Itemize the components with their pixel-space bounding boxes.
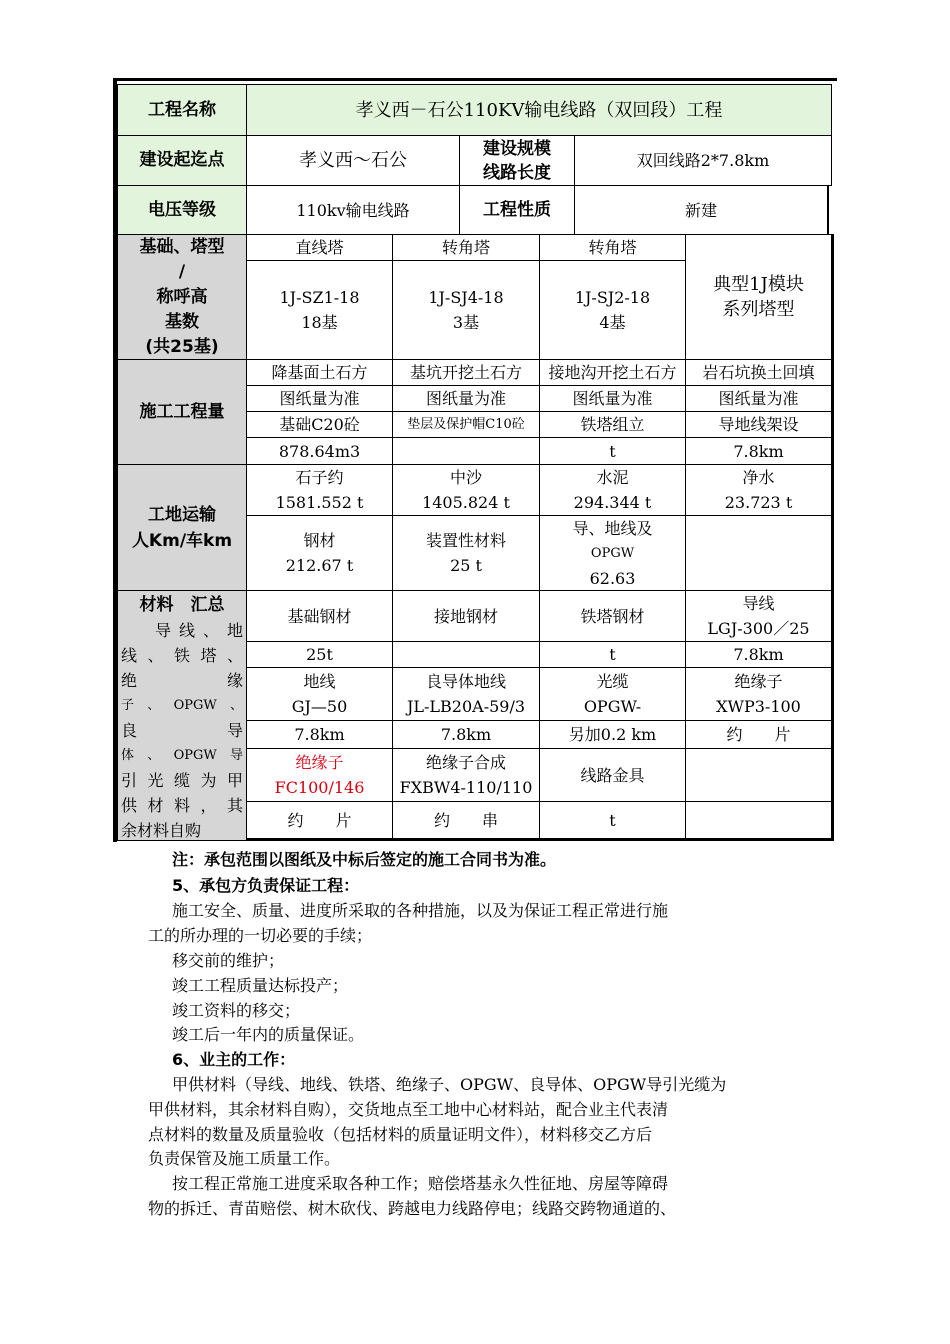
- transport-sand: 中沙 1405.824 t: [392, 464, 540, 516]
- section-6-paragraph-1-line: 甲供材料，其余材料自购），交货地点至工地中心材料站，配合业主代表清: [148, 1100, 669, 1119]
- quantity-cell: 岩石坑换土回填: [685, 359, 834, 386]
- tower-type-3: 转角塔: [539, 234, 686, 261]
- quantity-cell: 导地线架设: [685, 411, 834, 438]
- voltage-label: 电压等级: [117, 185, 247, 235]
- material-cell: 7.8km: [392, 720, 540, 749]
- material-cell: 导线 LGJ-300／25: [685, 590, 834, 642]
- material-cell: [685, 801, 834, 841]
- quantity-cell: 降基面土石方: [246, 359, 393, 386]
- quantity-cell: 878.64m3: [246, 437, 393, 465]
- material-cell: [685, 748, 834, 802]
- quantity-label: 施工工程量: [117, 359, 247, 465]
- transport-label: 工地运输 人Km/车km: [117, 464, 247, 591]
- material-cell: 绝缘子 XWP3-100: [685, 667, 834, 721]
- material-note: 导线、地 线、铁塔、 绝 缘 子、OPGW、 良 导 体、OPGW导 引光缆为甲 供材料，其 余材料自购: [121, 621, 243, 840]
- material-cell: 约 片: [246, 801, 393, 841]
- section-5-item: 竣工后一年内的质量保证。: [172, 1025, 365, 1044]
- material-label-cell: [117, 590, 247, 841]
- material-cell: 良导体地线 JL-LB20A-59/3: [392, 667, 540, 721]
- tower-model-2: 1J-SJ4-18 3基: [392, 260, 540, 360]
- quantity-cell: 基坑开挖土石方: [392, 359, 540, 386]
- quantity-cell: 7.8km: [685, 437, 834, 465]
- material-cell: 绝缘子合成 FXBW4-110/110: [392, 748, 540, 802]
- tower-type-1: 直线塔: [246, 234, 393, 261]
- transport-cement: 水泥 294.344 t: [539, 464, 686, 516]
- transport-steel: 钢材 212.67 t: [246, 515, 393, 591]
- material-cell: 地线 GJ—50: [246, 667, 393, 721]
- material-cell: 7.8km: [246, 720, 393, 749]
- section-6-paragraph-2-line: 物的拆迁、青苗赔偿、树木砍伐、跨越电力线路停电；线路交跨物通道的、: [148, 1199, 677, 1218]
- material-label: 材料 汇总: [139, 595, 225, 615]
- scope-note: 注：承包范围以图纸及中标后签定的施工合同书为准。: [172, 850, 557, 869]
- quantity-cell: 垫层及保护帽C10砼: [392, 411, 540, 438]
- project-name-value: 孝义西－石公110KV输电线路（双回段）工程: [246, 84, 832, 136]
- material-cell: 约 片: [685, 720, 834, 749]
- transport-empty: [685, 515, 834, 591]
- section-5-title: 5、承包方负责保证工程：: [172, 876, 360, 895]
- material-cell: t: [539, 801, 686, 841]
- section-6-paragraph-2-line: 按工程正常施工进度采取各种工作；赔偿塔基永久性征地、房屋等障碍: [172, 1174, 669, 1193]
- tower-type-2: 转角塔: [392, 234, 540, 261]
- start-end-label: 建设起迄点: [117, 135, 247, 186]
- section-6-paragraph-1-line: 负责保管及施工质量工作。: [148, 1149, 341, 1168]
- section-5-paragraph-line-2: 工的所办理的一切必要的手续；: [148, 926, 373, 945]
- material-cell: 7.8km: [685, 641, 834, 668]
- material-cell: 线路金具: [539, 748, 686, 802]
- start-end-value: 孝义西～石公: [246, 135, 460, 186]
- nature-label: 工程性质: [459, 185, 575, 235]
- section-5-item: 竣工资料的移交；: [172, 1001, 301, 1020]
- transport-conductor: 导、地线及 OPGW 62.63: [539, 515, 686, 591]
- tower-label: 基础、塔型 / 称呼高 基数 (共25基): [117, 234, 247, 360]
- material-cell: 25t: [246, 641, 393, 668]
- scale-label: 建设规模 线路长度: [459, 135, 575, 186]
- material-cell: 接地钢材: [392, 590, 540, 642]
- material-cell: 绝缘子 FC100/146: [246, 748, 393, 802]
- tower-model-1: 1J-SZ1-18 18基: [246, 260, 393, 360]
- quantity-cell: 图纸量为准: [539, 385, 686, 412]
- material-cell: t: [539, 641, 686, 668]
- section-6-paragraph-1-line: 甲供材料（导线、地线、铁塔、绝缘子、OPGW、良导体、OPGW导引光缆为: [172, 1075, 727, 1094]
- section-6-paragraph-1-line: 点材料的数量及质量验收（包括材料的质量证明文件），材料移交乙方后: [148, 1125, 653, 1144]
- quantity-cell: 基础C20砼: [246, 411, 393, 438]
- quantity-cell: t: [539, 437, 686, 465]
- project-name-label: 工程名称: [117, 84, 247, 136]
- material-cell: 光缆 OPGW-: [539, 667, 686, 721]
- material-cell: 铁塔钢材: [539, 590, 686, 642]
- tower-note: 典型1J模块 系列塔型: [685, 234, 834, 360]
- material-cell: [392, 641, 540, 668]
- quantity-cell: [392, 437, 540, 465]
- section-6-title: 6、业主的工作：: [172, 1050, 296, 1069]
- section-5-item: 竣工工程质量达标投产；: [172, 976, 349, 995]
- quantity-cell: 图纸量为准: [685, 385, 834, 412]
- material-cell: 基础钢材: [246, 590, 393, 642]
- section-5-paragraph-line-1: 施工安全、质量、进度所采取的各种措施，以及为保证工程正常进行施: [172, 901, 669, 920]
- section-5-item: 移交前的维护；: [172, 951, 285, 970]
- transport-device-material: 装置性材料 25 t: [392, 515, 540, 591]
- quantity-cell: 接地沟开挖土石方: [539, 359, 686, 386]
- transport-water: 净水 23.723 t: [685, 464, 834, 516]
- material-cell: 另加0.2 km: [539, 720, 686, 749]
- quantity-cell: 铁塔组立: [539, 411, 686, 438]
- scale-value: 双回线路2*7.8km: [574, 135, 832, 186]
- quantity-cell: 图纸量为准: [392, 385, 540, 412]
- voltage-value: 110kv输电线路: [246, 185, 460, 235]
- nature-value: 新建: [574, 185, 829, 235]
- material-cell: 约 串: [392, 801, 540, 841]
- transport-stone: 石子约 1581.552 t: [246, 464, 393, 516]
- tower-model-3: 1J-SJ2-18 4基: [539, 260, 686, 360]
- quantity-cell: 图纸量为准: [246, 385, 393, 412]
